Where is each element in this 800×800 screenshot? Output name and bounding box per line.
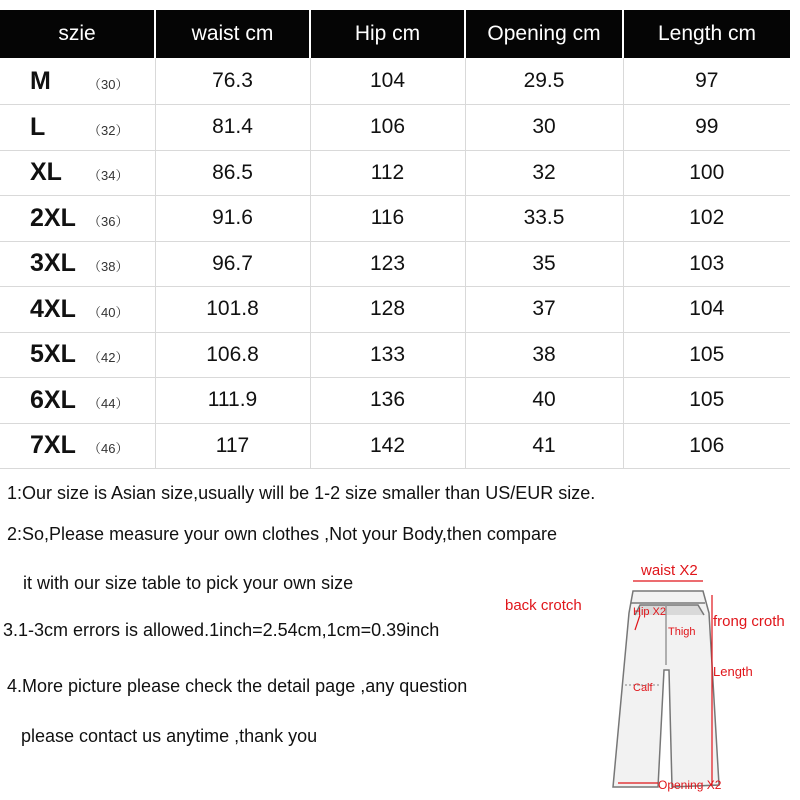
size-cell xyxy=(0,241,155,287)
note-4-cont: please contact us anytime ,thank you xyxy=(21,726,318,746)
hip-cell: 142 xyxy=(310,423,465,469)
header-hip: Hip cm xyxy=(310,10,465,58)
opening-cell: 30 xyxy=(465,105,623,151)
opening-cell: 29.5 xyxy=(465,58,623,105)
length-cell: 103 xyxy=(623,241,790,287)
length-cell: 99 xyxy=(623,105,790,151)
length-cell: 97 xyxy=(623,58,790,105)
length-cell: 100 xyxy=(623,150,790,196)
table-header-row xyxy=(0,10,790,58)
table-body xyxy=(0,58,790,469)
opening-cell: 32 xyxy=(465,150,623,196)
waist-cell: 91.6 xyxy=(155,196,310,242)
hip-cell: 112 xyxy=(310,150,465,196)
waist-cell: 81.4 xyxy=(155,105,310,151)
opening-cell: 41 xyxy=(465,423,623,469)
size-label: M xyxy=(30,66,51,95)
header-opening: Opening cm xyxy=(465,10,623,58)
size-label: 4XL xyxy=(30,294,76,323)
length-cell: 106 xyxy=(623,423,790,469)
hip-cell: 136 xyxy=(310,378,465,424)
opening-cell: 40 xyxy=(465,378,623,424)
size-number: （42） xyxy=(88,350,129,366)
size-label: 7XL xyxy=(30,431,76,460)
length-cell: 105 xyxy=(623,378,790,424)
hip-cell: 128 xyxy=(310,287,465,333)
note-4: 4.More picture please check the detail page ,any question xyxy=(7,676,468,696)
table-row xyxy=(0,378,790,424)
header-length: Length cm xyxy=(623,10,790,58)
note-2: 2:So,Please measure your own clothes ,Not your Body,then compare xyxy=(7,524,557,544)
size-label: 5XL xyxy=(30,340,76,369)
size-number: （46） xyxy=(88,441,129,457)
hip-cell: 133 xyxy=(310,332,465,378)
hip-cell: 106 xyxy=(310,105,465,151)
table-row xyxy=(0,241,790,287)
opening-cell: 38 xyxy=(465,332,623,378)
opening-cell: 35 xyxy=(465,241,623,287)
pants-icon xyxy=(613,591,719,787)
hip-cell: 104 xyxy=(310,58,465,105)
size-cell xyxy=(0,150,155,196)
table-row xyxy=(0,423,790,469)
size-cell xyxy=(0,423,155,469)
hip-cell: 116 xyxy=(310,196,465,242)
waist-cell: 101.8 xyxy=(155,287,310,333)
size-number: （32） xyxy=(88,122,129,138)
pants-measurement-diagram xyxy=(500,555,800,800)
opening-cell: 33.5 xyxy=(465,196,623,242)
size-label: 2XL xyxy=(30,203,76,232)
size-cell xyxy=(0,332,155,378)
size-label: L xyxy=(30,112,46,141)
waist-cell: 86.5 xyxy=(155,150,310,196)
table-row xyxy=(0,287,790,333)
size-label: 3XL xyxy=(30,249,76,278)
header-waist: waist cm xyxy=(155,10,310,58)
table-row xyxy=(0,332,790,378)
length-cell: 105 xyxy=(623,332,790,378)
size-cell xyxy=(0,287,155,333)
size-number: （34） xyxy=(88,168,129,184)
label-waist: waist X2 xyxy=(641,562,698,579)
table-row xyxy=(0,150,790,196)
note-2-cont: it with our size table to pick your own size xyxy=(23,573,354,593)
size-cell xyxy=(0,378,155,424)
size-cell xyxy=(0,58,155,105)
table-row xyxy=(0,105,790,151)
hip-cell: 123 xyxy=(310,241,465,287)
table-row xyxy=(0,196,790,242)
size-number: （38） xyxy=(88,259,129,275)
length-cell: 104 xyxy=(623,287,790,333)
note-3: 3.1-3cm errors is allowed.1inch=2.54cm,1cm=0.39inch xyxy=(3,620,440,640)
size-number: （44） xyxy=(88,395,129,411)
waist-cell: 117 xyxy=(155,423,310,469)
size-label: 6XL xyxy=(30,385,76,414)
label-thigh: Thigh xyxy=(668,626,696,638)
opening-cell: 37 xyxy=(465,287,623,333)
waist-cell: 96.7 xyxy=(155,241,310,287)
waist-cell: 111.9 xyxy=(155,378,310,424)
waist-cell: 106.8 xyxy=(155,332,310,378)
size-cell xyxy=(0,196,155,242)
note-1: 1:Our size is Asian size,usually will be 1-2 size smaller than US/EUR size. xyxy=(7,483,596,503)
waist-cell: 76.3 xyxy=(155,58,310,105)
table-row xyxy=(0,58,790,105)
size-number: （40） xyxy=(88,304,129,320)
size-number: （30） xyxy=(88,76,129,92)
label-back-crotch: back crotch xyxy=(505,597,582,614)
label-length: Length xyxy=(713,664,753,679)
header-size: szie xyxy=(0,10,155,58)
label-hip: Hip X2 xyxy=(633,606,667,618)
label-frong-crotch: frong croth xyxy=(713,613,785,630)
length-cell: 102 xyxy=(623,196,790,242)
size-cell xyxy=(0,105,155,151)
size-table xyxy=(0,10,790,469)
size-number: （36） xyxy=(88,213,129,229)
label-opening: Opening X2 xyxy=(658,778,722,792)
label-calf: Calf xyxy=(633,682,653,694)
size-label: XL xyxy=(30,158,62,187)
